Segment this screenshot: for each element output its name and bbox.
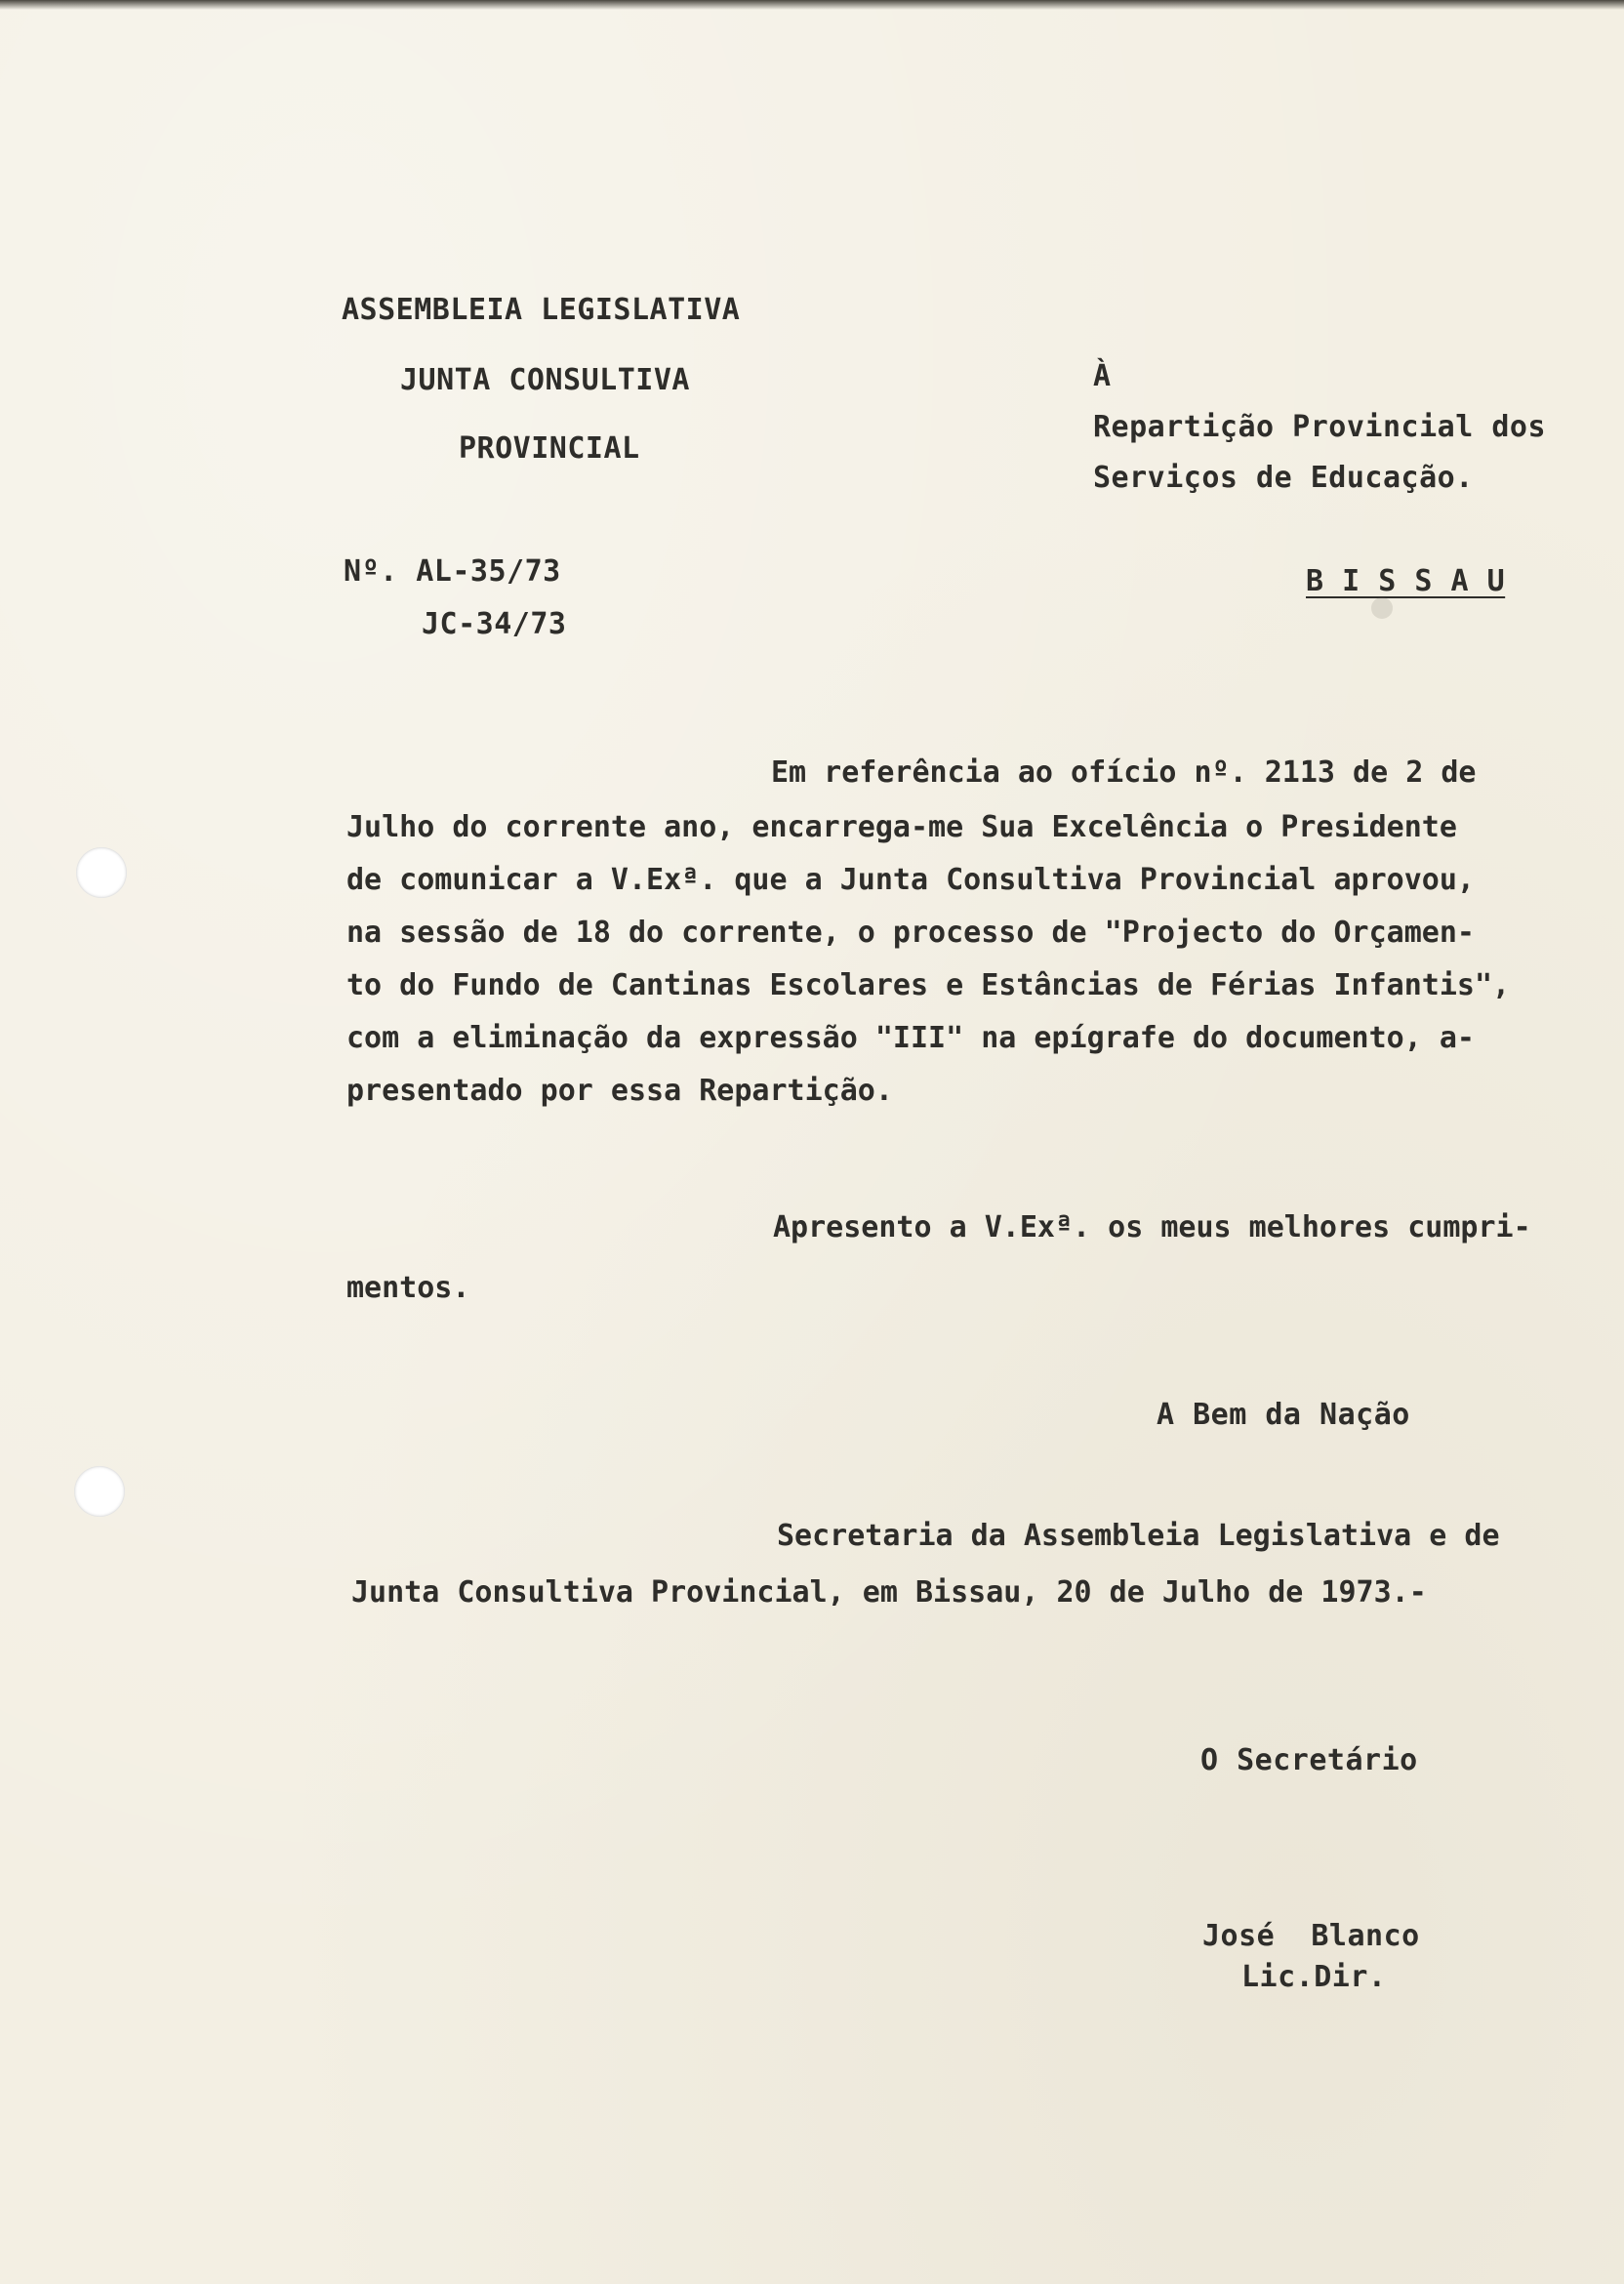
- recipient-city: B I S S A U: [1306, 564, 1506, 598]
- place-date-line2: Junta Consultiva Provincial, em Bissau, 20 de Julho de 1973.-: [351, 1575, 1427, 1610]
- punch-hole-bottom: [74, 1466, 125, 1517]
- signatory-degree: Lic.Dir.: [1241, 1960, 1387, 1994]
- reference-number-al: Nº. AL-35/73: [344, 554, 561, 589]
- org-name-line3: PROVINCIAL: [459, 431, 640, 466]
- paragraph1-line: na sessão de 18 do corrente, o processo de "Projecto do Orçamen-: [346, 916, 1475, 950]
- paragraph1-line: com a eliminação da expressão "III" na epígrafe do documento, a-: [346, 1021, 1475, 1055]
- paragraph1-line: Julho do corrente ano, encarrega-me Sua Excelência o Presidente: [346, 810, 1457, 844]
- signatory-title: O Secretário: [1200, 1743, 1418, 1777]
- org-name-line2: JUNTA CONSULTIVA: [400, 363, 690, 397]
- paragraph1-line: de comunicar a V.Exª. que a Junta Consultiva Provincial aprovou,: [346, 863, 1475, 897]
- recipient-line1: Repartição Provincial dos: [1093, 410, 1547, 444]
- paragraph2-line: Apresento a V.Exª. os meus melhores cumpri-: [773, 1210, 1531, 1244]
- org-name-line1: ASSEMBLEIA LEGISLATIVA: [342, 293, 741, 327]
- salutation: A Bem da Nação: [1157, 1398, 1410, 1432]
- ink-smudge: [1371, 597, 1393, 619]
- paragraph1-line: Em referência ao ofício nº. 2113 de 2 de: [771, 755, 1477, 790]
- reference-number-jc: JC-34/73: [422, 607, 567, 641]
- recipient-prefix: À: [1093, 359, 1112, 393]
- punch-hole-top: [76, 847, 127, 898]
- paragraph1-line: to do Fundo de Cantinas Escolares e Estâncias de Férias Infantis",: [346, 968, 1511, 1002]
- signatory-name: José Blanco: [1202, 1919, 1420, 1953]
- paragraph2-line: mentos.: [346, 1271, 470, 1305]
- recipient-line2: Serviços de Educação.: [1093, 461, 1474, 495]
- paragraph1-line: presentado por essa Repartição.: [346, 1074, 893, 1108]
- place-line1: Secretaria da Assembleia Legislativa e de: [777, 1519, 1500, 1553]
